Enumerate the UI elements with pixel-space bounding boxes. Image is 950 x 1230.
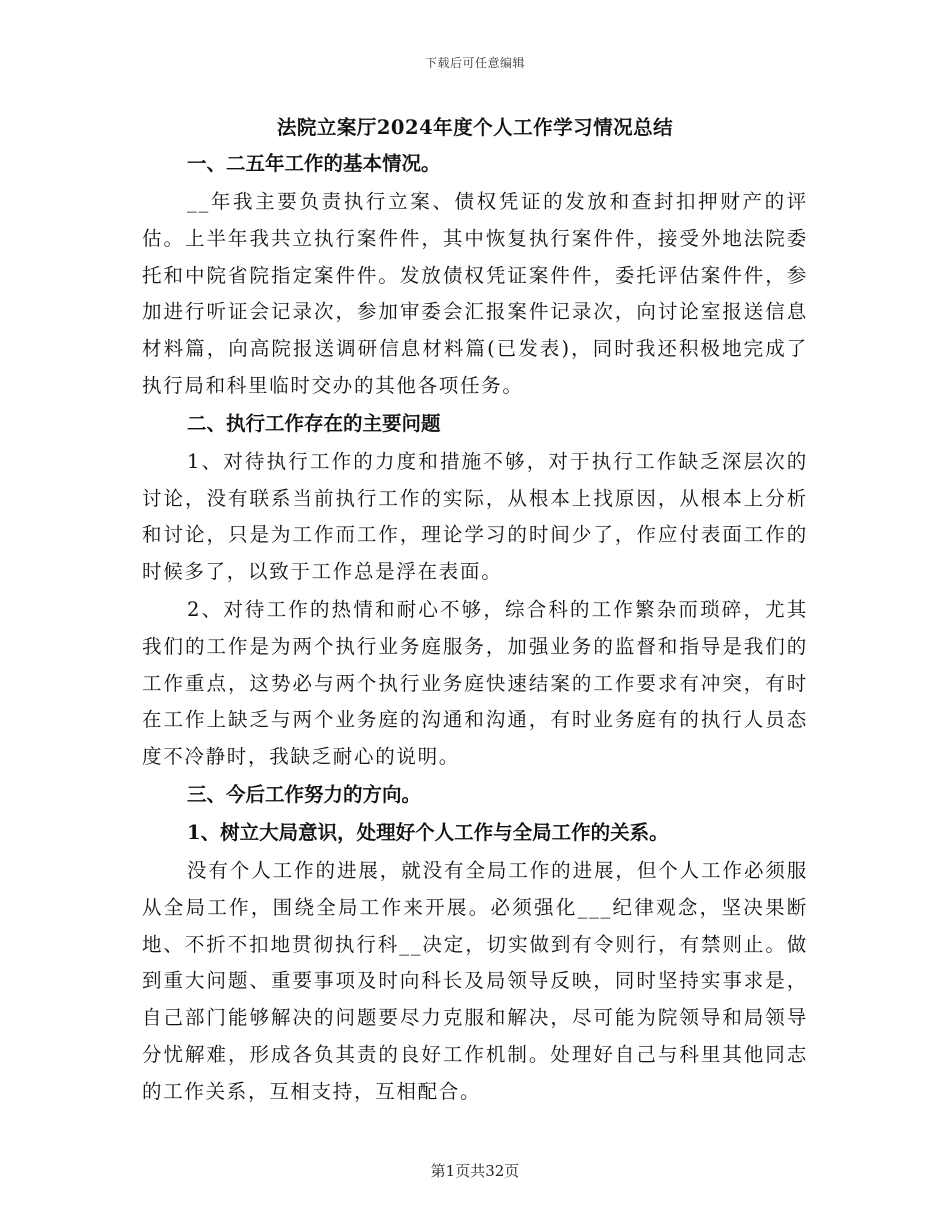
document-title: 法院立案厅2024年度个人工作学习情况总结 <box>276 116 674 139</box>
header-note: 下载后可任意编辑 <box>424 56 525 70</box>
paragraph-4: 没有个人工作的进展，就没有全局工作的进展，但个人工作必须服从全局工作，围绕全局工作来开展。必须强化___纪律观念，坚决果断地、不折不扣地贯彻执行科__决定，切实做到有令则行，有禁则止。做到重大问题、重要事项及时向科长及局领导反映，同时坚持实事求是，自己部门能够解决的问题要尽力克服和解决，尽可能为院领导和局领导分忧解难，形成各负其责的良好工作机制。处理好自己与科里其他同志的工作关系，互相支持，互相配合。 <box>142 858 808 1103</box>
subheading-1: 1、树立大局意识，处理好个人工作与全局工作的关系。 <box>187 820 669 844</box>
paragraph-1: __年我主要负责执行立案、债权凭证的发放和查封扣押财产的评估。上半年我共立执行案件件，其中恢复执行案件件，接受外地法院委托和中院省院指定案件件。发放债权凭证案件件，委托评估案件件，参加进行听证会记录次，参加审委会汇报案件记录次，向讨论室报送信息材料篇，向高院报送调研信息材料篇(已发表)，同时我还积极地完成了执行局和科里临时交办的其他各项任务。 <box>142 190 808 397</box>
section-heading-3: 三、今后工作努力的方向。 <box>187 782 422 806</box>
paragraph-3: 2、对待工作的热情和耐心不够，综合科的工作繁杂而琐碎，尤其我们的工作是为两个执行业务庭服务，加强业务的监督和指导是我们的工作重点，这势必与两个执行业务庭快速结案的工作要求有冲突，有时在工作上缺乏与两个业务庭的沟通和沟通，有时业务庭有的执行人员态度不冷静时，我缺乏耐心的说明。 <box>142 597 808 769</box>
page-number-footer: 第1页共32页 <box>430 1162 520 1180</box>
document-body <box>142 112 808 1112</box>
section-heading-1: 一、二五年工作的基本情况。 <box>187 152 441 175</box>
section-heading-2: 二、执行工作存在的主要问题 <box>187 411 441 435</box>
paragraph-2: 1、对待执行工作的力度和措施不够，对于执行工作缺乏深层次的讨论，没有联系当前执行工作的实际，从根本上找原因，从根本上分析和讨论，只是为工作而工作，理论学习的时间少了，作应付表面工作的时候多了，以致于工作总是浮在表面。 <box>142 449 808 584</box>
